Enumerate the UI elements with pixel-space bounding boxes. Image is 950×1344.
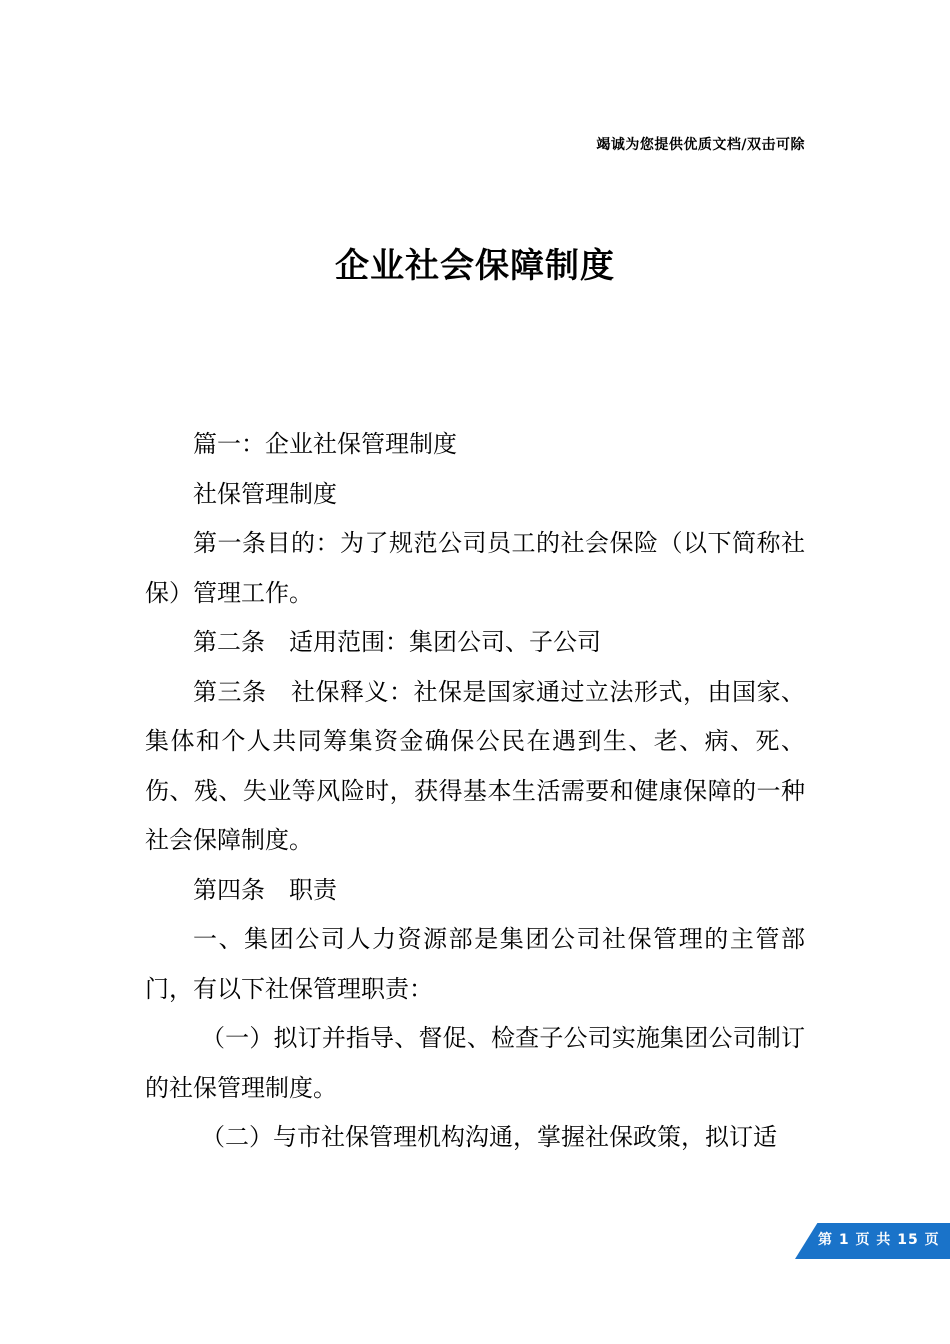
paragraph-chapter-heading: 篇一：企业社保管理制度 [193, 430, 457, 458]
document-body [145, 420, 805, 1163]
paragraph-article-3: 第三条 社保释义：社保是国家通过立法形式，由国家、集体和个人共同筹集资金确保公民在遇到生、老、病、死、伤、残、失业等风险时，获得基本生活需要和健康保障的一种社会保障制度。 [145, 677, 805, 854]
paragraph-subtitle: 社保管理制度 [193, 479, 337, 508]
paragraph-article-1: 第一条目的：为了规范公司员工的社会保险（以下简称社保）管理工作。 [145, 529, 805, 607]
paragraph-article-4: 第四条 职责 [193, 875, 337, 904]
header-note: 竭诚为您提供优质文档/双击可除 [596, 137, 805, 153]
paragraph-duty-1-item-2: （二）与市社保管理机构沟通，掌握社保政策，拟订适 [201, 1123, 777, 1151]
paragraph-duty-1: 一、集团公司人力资源部是集团公司社保管理的主管部门，有以下社保管理职责： [145, 925, 805, 1003]
page-number-label: 第 1 页 共 15 页 [818, 1232, 940, 1248]
document-title: 企业社会保障制度 [335, 246, 615, 286]
paragraph-duty-1-item-1: （一）拟订并指导、督促、检查子公司实施集团公司制订的社保管理制度。 [145, 1024, 805, 1102]
paragraph-article-2: 第二条 适用范围：集团公司、子公司 [193, 628, 601, 656]
